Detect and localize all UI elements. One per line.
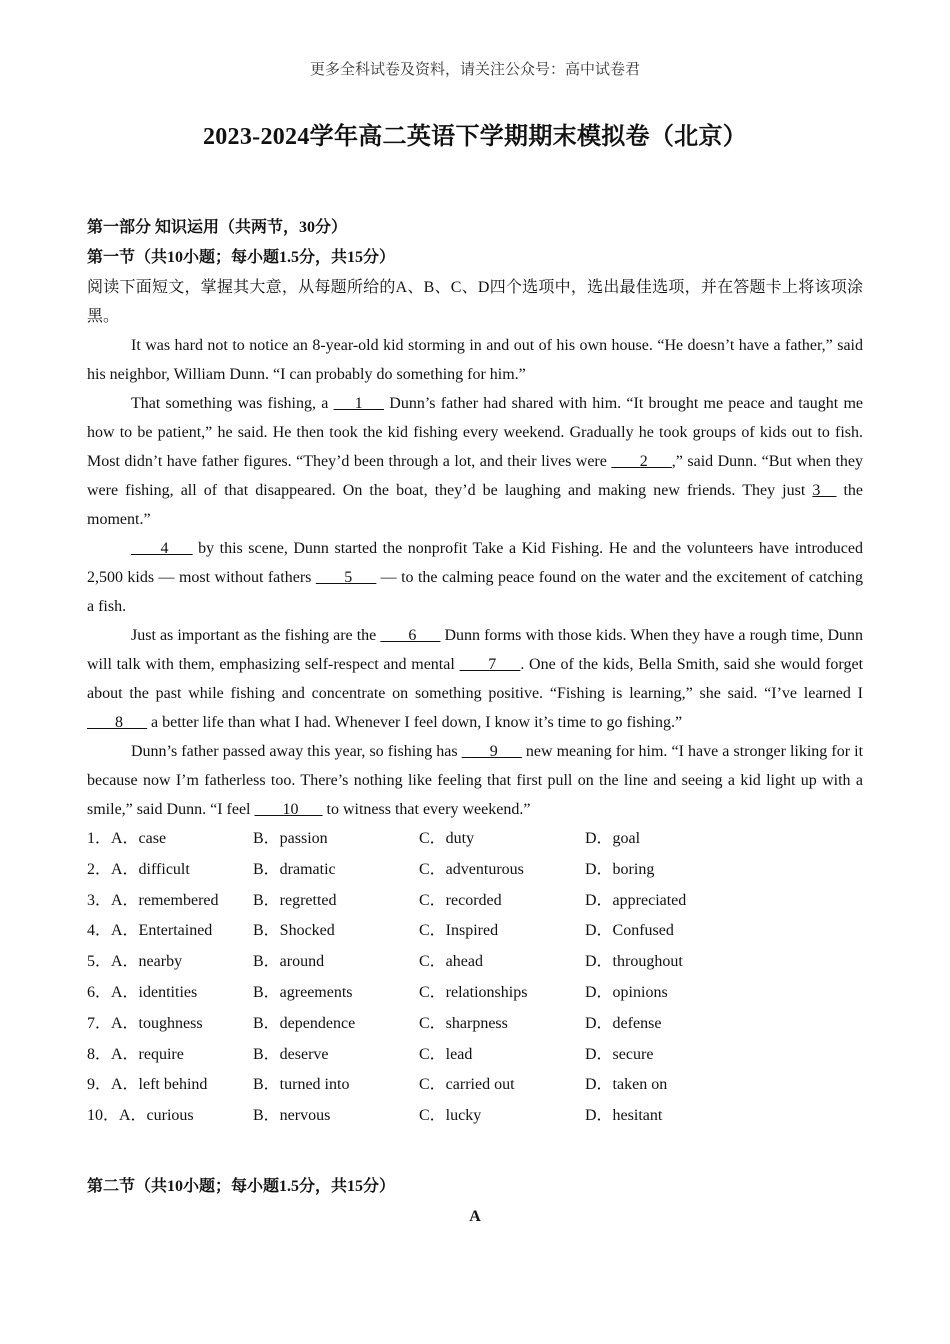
option-d: D．taken on bbox=[585, 1076, 668, 1094]
option-b: B．dependence bbox=[253, 1014, 356, 1032]
text-run: Dunn forms with those kids. When they have a rough time, Dunn will talk with them, emphasizing self-respect and mental bbox=[87, 627, 864, 673]
question-row bbox=[87, 886, 863, 917]
blank-4: ___4___ bbox=[131, 540, 193, 557]
option-b: B．passion bbox=[253, 830, 328, 847]
option-c: C．recorded bbox=[419, 891, 502, 909]
text-run: a better life than what I had. Whenever I feel down, I know it’s time to go fishing.” bbox=[147, 714, 683, 731]
option-c: C．adventurous bbox=[419, 860, 524, 878]
option-c: C．carried out bbox=[419, 1076, 515, 1094]
option-c: C．lucky bbox=[419, 1107, 482, 1125]
option-a: 2．A．difficult bbox=[87, 860, 190, 878]
option-a: 6．A．identities bbox=[87, 983, 198, 1001]
question-row bbox=[87, 947, 863, 978]
option-d: D．appreciated bbox=[585, 891, 687, 909]
text-run: to witness that every weekend.” bbox=[322, 801, 531, 818]
option-a: 10．A．curious bbox=[87, 1107, 194, 1125]
option-a: 3．A．remembered bbox=[87, 891, 219, 909]
option-d: D．goal bbox=[585, 830, 641, 847]
passage-paragraph-1: It was hard not to notice an 8-year-old kid storming in and out of his own house. “He doesn’t have a father,” said his neighbor, William Dunn. “I can probably do something for him.” bbox=[87, 337, 863, 383]
option-a: 7．A．toughness bbox=[87, 1014, 203, 1032]
question-row bbox=[87, 824, 863, 855]
question-row bbox=[87, 1101, 863, 1132]
blank-7: ___7___ bbox=[459, 656, 521, 673]
blank-8: ___8___ bbox=[87, 714, 147, 731]
text-run: Dunn’s father passed away this year, so fishing has bbox=[131, 743, 462, 760]
option-a: 4．A．Entertained bbox=[87, 922, 213, 940]
option-c: C．lead bbox=[419, 1045, 473, 1063]
question-row bbox=[87, 978, 863, 1009]
blank-1: __1__ bbox=[333, 395, 385, 412]
text-run: Dunn’s father had shared with him. “It brought me peace and taught me how to be patient,” he said. He then took the kid fishing every weekend. Gradually he took groups of kids out to fish. Most didn’t have father figures. “They’d been through a lot, and their lives were bbox=[87, 395, 864, 470]
question-options bbox=[87, 824, 863, 1132]
text-run: That something was fishing, a bbox=[131, 395, 334, 412]
option-b: B．around bbox=[253, 953, 325, 971]
section1-heading: 第一节（共10小题；每小题1.5分，共15分） bbox=[87, 249, 396, 266]
option-d: D．opinions bbox=[585, 983, 668, 1001]
text-run: new meaning for him. “I have a stronger liking for it because now I’m fatherless too. There’s nothing like feeling that first pull on the line and seeing a kid light up with a smile,” said Dunn. “I feel bbox=[87, 743, 864, 818]
directions: 阅读下面短文，掌握其大意，从每题所给的A、B、C、D四个选项中，选出最佳选项，并在答题卡上将该项涂黑。 bbox=[87, 279, 863, 325]
text-run: — to the calming peace found on the water and the excitement of catching a fish. bbox=[87, 569, 864, 615]
option-c: C．Inspired bbox=[419, 922, 499, 940]
text-run: the moment.” bbox=[87, 482, 864, 528]
blank-9: ___9___ bbox=[461, 743, 522, 760]
option-b: B．nervous bbox=[253, 1107, 331, 1125]
passage-paragraph-3 bbox=[87, 534, 863, 621]
question-row bbox=[87, 1009, 863, 1040]
option-c: C．ahead bbox=[419, 953, 483, 971]
blank-6: ___6___ bbox=[380, 627, 441, 644]
option-d: D．Confused bbox=[585, 922, 674, 940]
option-a: 5．A．nearby bbox=[87, 953, 183, 971]
text-run: by this scene, Dunn started the nonprofit Take a Kid Fishing. He and the volunteers have introduced 2,500 kids — most without fathers bbox=[87, 540, 863, 586]
text-run: Just as important as the fishing are the bbox=[131, 627, 381, 644]
blank-5: ___5___ bbox=[315, 569, 377, 586]
option-b: B．turned into bbox=[253, 1076, 350, 1094]
passage-letter: A bbox=[469, 1208, 481, 1225]
option-b: B．dramatic bbox=[253, 860, 336, 878]
blank-2: ___2___ bbox=[611, 453, 672, 470]
option-b: B．regretted bbox=[253, 891, 337, 909]
passage-paragraph-2 bbox=[87, 389, 863, 534]
question-row bbox=[87, 1040, 863, 1071]
option-c: C．relationships bbox=[419, 983, 528, 1001]
option-d: D．boring bbox=[585, 860, 655, 878]
option-d: D．throughout bbox=[585, 953, 683, 971]
part1-heading: 第一部分 知识运用（共两节，30分） bbox=[87, 219, 348, 236]
part1-content bbox=[87, 213, 863, 1132]
passage-paragraph-4 bbox=[87, 621, 863, 737]
blank-10: ___10___ bbox=[254, 801, 323, 818]
option-d: D．hesitant bbox=[585, 1107, 663, 1125]
option-b: B．deserve bbox=[253, 1045, 329, 1063]
passage-paragraph-5 bbox=[87, 737, 863, 824]
option-a: 8．A．require bbox=[87, 1045, 184, 1063]
question-row bbox=[87, 1070, 863, 1101]
text-run: ,” said Dunn. “But when they were fishing, all of that disappeared. On the boat, they’d be laughing and making new friends. They just bbox=[87, 453, 863, 499]
header-note: 更多全科试卷及资料，请关注公众号：高中试卷君 bbox=[309, 62, 640, 78]
option-c: C．duty bbox=[419, 830, 475, 847]
blank-3: 3__ bbox=[812, 482, 837, 499]
question-row bbox=[87, 916, 863, 947]
option-a: 9．A．left behind bbox=[87, 1076, 208, 1094]
option-b: B．Shocked bbox=[253, 922, 335, 940]
text-run: . One of the kids, Bella Smith, said she would forget about the past while fishing and concentrate on something positive. “Fishing is learning,” she said. “I’ve learned I bbox=[87, 656, 864, 702]
section2-heading: 第二节（共10小题；每小题1.5分，共15分） bbox=[87, 1178, 396, 1195]
page-title: 2023-2024学年高二英语下学期期末模拟卷（北京） bbox=[202, 124, 748, 150]
option-a: 1．A．case bbox=[87, 830, 167, 847]
question-row bbox=[87, 855, 863, 886]
option-c: C．sharpness bbox=[419, 1014, 508, 1032]
option-b: B．agreements bbox=[253, 983, 353, 1001]
option-d: D．secure bbox=[585, 1045, 654, 1063]
option-d: D．defense bbox=[585, 1014, 662, 1032]
